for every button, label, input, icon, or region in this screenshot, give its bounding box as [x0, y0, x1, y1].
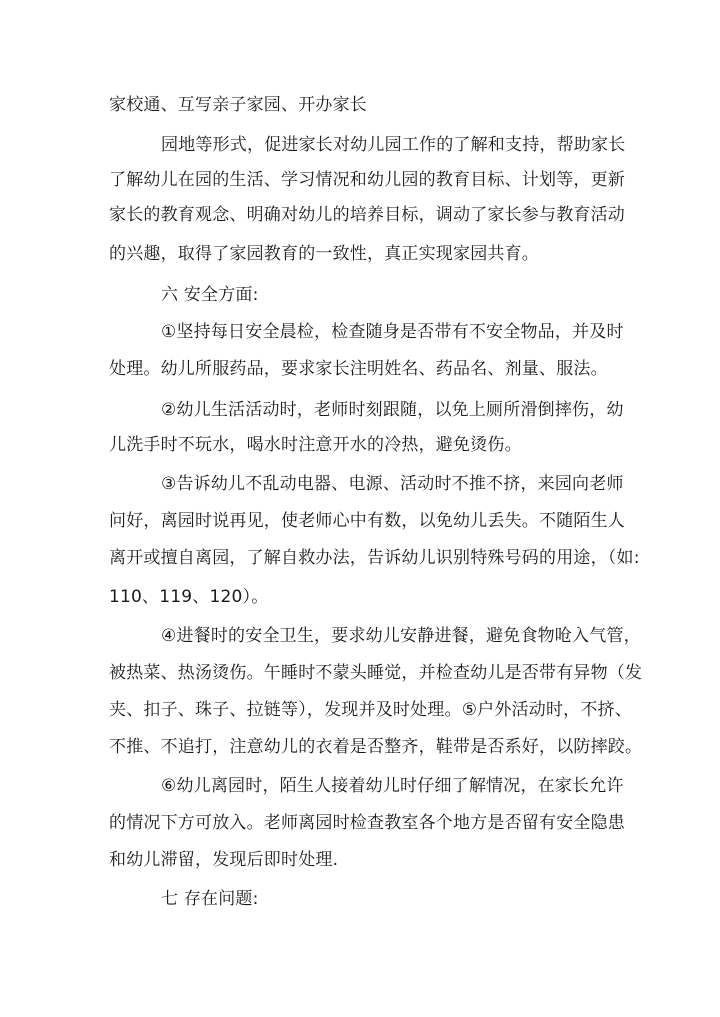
text-line-4: 家长的教育观念、明确对幼儿的培养目标，调动了家长参与教育活动 — [109, 205, 625, 225]
text-line-17: 夹、扣子、珠子、拉链等），发现并及时处理。⑤户外活动时，不挤、 — [109, 700, 632, 720]
section-heading-problems: 七 存在问题: — [161, 889, 259, 909]
text-line-20: 的情况下方可放入。老师离园时检查教室各个地方是否留有安全隐患 — [109, 813, 625, 833]
text-line-3: 了解幼儿在园的生活、学习情况和幼儿园的教育目标、计划等，更新 — [109, 170, 625, 190]
text-line-12: 问好，离园时说再见，使老师心中有数，以免幼儿丢失。不随陌生人 — [109, 511, 625, 531]
text-line-13: 离开或擅自离园，了解自救办法，告诉幼儿识别特殊号码的用途，（如: — [109, 548, 640, 568]
text-line-18: 不推、不追打，注意幼儿的衣着是否整齐，鞋带是否系好，以防摔跤。 — [109, 737, 643, 757]
text-line-14: 110、119、120）。 — [109, 587, 269, 607]
text-line-15: ④进餐时的安全卫生，要求幼儿安静进餐，避免食物呛入气管， — [161, 626, 641, 646]
text-line-7: ①坚持每日安全晨检，检查随身是否带有不安全物品，并及时 — [161, 322, 624, 342]
text-line-1: 家校通、互写亲子家园、开办家长 — [109, 95, 367, 115]
text-line-8: 处理。幼儿所服药品，要求家长注明姓名、药品名、剂量、服法。 — [109, 359, 608, 379]
text-line-19: ⑥幼儿离园时，陌生人接着幼儿时仔细了解情况，在家长允许 — [161, 776, 624, 796]
text-line-5: 的兴趣，取得了家园教育的一致性，真正实现家园共育。 — [109, 244, 539, 264]
text-line-11: ③告诉幼儿不乱动电器、电源、活动时不推不挤，来园向老师 — [161, 474, 624, 494]
text-line-16: 被热菜、热汤烫伤。午睡时不蒙头睡觉，并检查幼儿是否带有异物（发 — [109, 663, 643, 683]
text-line-2: 园地等形式，促进家长对幼儿园工作的了解和支持，帮助家长 — [161, 135, 626, 155]
text-line-10: 儿洗手时不玩水，喝水时注意开水的冷热，避免烫伤。 — [109, 435, 522, 455]
text-line-9: ②幼儿生活活动时，老师时刻跟随，以免上厕所滑倒摔伤，幼 — [161, 400, 624, 420]
text-line-21: 和幼儿滞留，发现后即时处理. — [109, 850, 339, 870]
section-heading-safety: 六 安全方面: — [161, 285, 259, 305]
